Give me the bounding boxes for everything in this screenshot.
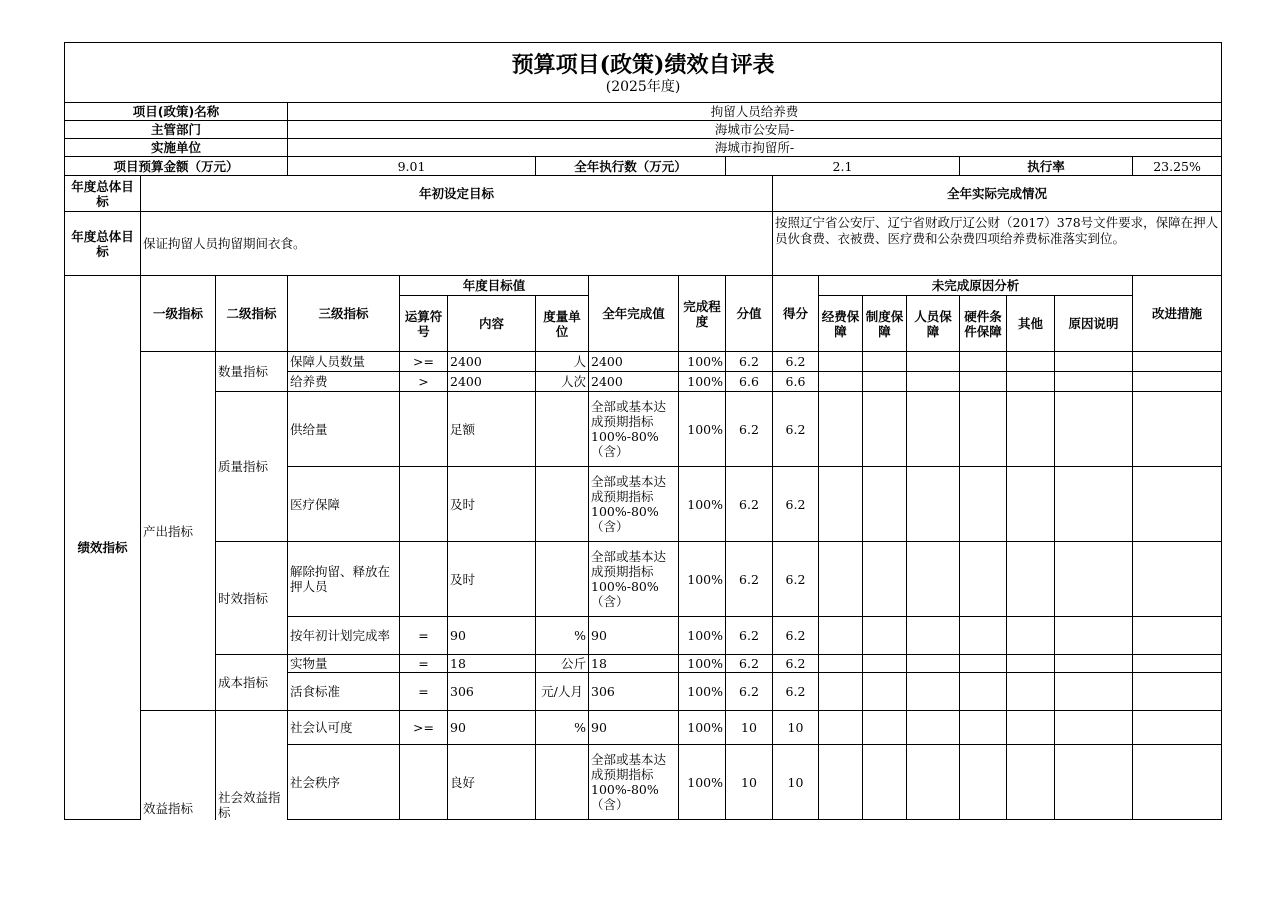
budget-value: 9.01 [288, 157, 536, 176]
row-got: 10 [773, 711, 819, 745]
row-r5 [1007, 673, 1055, 711]
row-r1 [819, 372, 863, 392]
row-content: 及时 [448, 542, 536, 617]
row-op: = [400, 617, 448, 655]
row-r4 [960, 467, 1007, 542]
group-quantity: 数量指标 [216, 352, 288, 392]
row-unit: 人次 [536, 372, 589, 392]
row-score: 10 [726, 745, 773, 820]
title-cell [65, 43, 1222, 103]
row-got: 6.2 [773, 542, 819, 617]
row-name: 解除拘留、释放在押人员 [288, 542, 400, 617]
row-r6 [1055, 673, 1133, 711]
row-actual: 2400 [589, 352, 679, 372]
row-got: 6.2 [773, 655, 819, 673]
page-title: 预算项目(政策)绩效自评表 [511, 51, 775, 78]
row-got: 6.6 [773, 372, 819, 392]
row-unit: % [536, 711, 589, 745]
row-r2 [863, 372, 907, 392]
row-improve [1133, 372, 1222, 392]
col-content: 内容 [448, 296, 536, 352]
row-r4 [960, 372, 1007, 392]
evaluation-table [64, 42, 1222, 820]
row-improve [1133, 617, 1222, 655]
row-degree: 100% [679, 617, 726, 655]
row-improve [1133, 673, 1222, 711]
unit-label: 实施单位 [65, 139, 288, 157]
row-score: 6.6 [726, 372, 773, 392]
row-r1 [819, 467, 863, 542]
row-r5 [1007, 392, 1055, 467]
row-r6 [1055, 392, 1133, 467]
row-got: 6.2 [773, 467, 819, 542]
row-op [400, 467, 448, 542]
row-score: 6.2 [726, 467, 773, 542]
row-improve [1133, 655, 1222, 673]
row-r1 [819, 655, 863, 673]
row-actual: 90 [589, 711, 679, 745]
row-r5 [1007, 467, 1055, 542]
row-r5 [1007, 352, 1055, 372]
row-name: 保障人员数量 [288, 352, 400, 372]
actual-goal: 按照辽宁省公安厅、辽宁省财政厅辽公财（2017）378号文件要求，保障在押人员伙食费、衣被费、医疗费和公杂费四项给养费标准落实到位。 [773, 212, 1222, 276]
row-r5 [1007, 711, 1055, 745]
row-got: 6.2 [773, 673, 819, 711]
row-r6 [1055, 542, 1133, 617]
row-r3 [907, 542, 960, 617]
row-r3 [907, 617, 960, 655]
col-got: 得分 [773, 276, 819, 352]
row-r4 [960, 392, 1007, 467]
row-improve [1133, 352, 1222, 372]
row-r6 [1055, 655, 1133, 673]
row-degree: 100% [679, 467, 726, 542]
row-score: 6.2 [726, 673, 773, 711]
exec-value: 2.1 [726, 157, 960, 176]
row-op [400, 542, 448, 617]
row-r4 [960, 617, 1007, 655]
row-r6 [1055, 467, 1133, 542]
row-content: 306 [448, 673, 536, 711]
rate-value: 23.25% [1133, 157, 1222, 176]
row-r4 [960, 655, 1007, 673]
row-op: = [400, 673, 448, 711]
row-improve [1133, 711, 1222, 745]
row-degree: 100% [679, 673, 726, 711]
row-r6 [1055, 711, 1133, 745]
initial-goal-header: 年初设定目标 [141, 176, 773, 212]
col-op: 运算符号 [400, 296, 448, 352]
row-score: 6.2 [726, 392, 773, 467]
row-unit: 人 [536, 352, 589, 372]
row-actual: 全部或基本达成预期指标100%-80%（含） [589, 467, 679, 542]
row-r3 [907, 655, 960, 673]
row-r2 [863, 745, 907, 820]
row-degree: 100% [679, 655, 726, 673]
row-degree: 100% [679, 542, 726, 617]
col-actual: 全年完成值 [589, 276, 679, 352]
row-degree: 100% [679, 392, 726, 467]
row-name: 实物量 [288, 655, 400, 673]
col-target-group: 年度目标值 [400, 276, 589, 296]
col-score: 分值 [726, 276, 773, 352]
dept-label: 主管部门 [65, 121, 288, 139]
perf-label: 绩效指标 [65, 276, 141, 820]
group-cost: 成本指标 [216, 655, 288, 711]
col-r6: 原因说明 [1055, 296, 1133, 352]
row-content: 90 [448, 617, 536, 655]
col-improve: 改进措施 [1133, 276, 1222, 352]
project-name-label: 项目(政策)名称 [65, 103, 288, 121]
row-improve [1133, 392, 1222, 467]
project-name: 拘留人员给养费 [288, 103, 1222, 121]
row-r5 [1007, 745, 1055, 820]
row-actual: 全部或基本达成预期指标100%-80%（含） [589, 542, 679, 617]
row-r2 [863, 711, 907, 745]
col-l3: 三级指标 [288, 276, 400, 352]
row-improve [1133, 542, 1222, 617]
row-content: 2400 [448, 352, 536, 372]
row-name: 医疗保障 [288, 467, 400, 542]
row-r1 [819, 745, 863, 820]
row-content: 2400 [448, 372, 536, 392]
row-content: 良好 [448, 745, 536, 820]
col-degree: 完成程度 [679, 276, 726, 352]
row-r4 [960, 745, 1007, 820]
row-name: 按年初计划完成率 [288, 617, 400, 655]
row-unit [536, 745, 589, 820]
row-op: = [400, 655, 448, 673]
budget-label: 项目预算金额（万元） [65, 157, 288, 176]
row-unit: % [536, 617, 589, 655]
goals-label: 年度总体目标 [65, 176, 141, 212]
row-r2 [863, 673, 907, 711]
row-r6 [1055, 745, 1133, 820]
row-content: 及时 [448, 467, 536, 542]
col-unit: 度量单位 [536, 296, 589, 352]
row-name: 社会秩序 [288, 745, 400, 820]
row-r1 [819, 392, 863, 467]
row-actual: 全部或基本达成预期指标100%-80%（含） [589, 745, 679, 820]
row-r1 [819, 673, 863, 711]
row-degree: 100% [679, 711, 726, 745]
row-score: 6.2 [726, 655, 773, 673]
group-benefit: 效益指标 [141, 711, 216, 820]
row-name: 社会认可度 [288, 711, 400, 745]
page-year: (2025年度) [605, 78, 681, 95]
row-unit [536, 467, 589, 542]
row-actual: 90 [589, 617, 679, 655]
exec-label: 全年执行数（万元） [536, 157, 726, 176]
row-op: >= [400, 711, 448, 745]
row-op [400, 745, 448, 820]
evaluation-sheet [64, 42, 1221, 820]
col-reason-group: 未完成原因分析 [819, 276, 1133, 296]
row-r1 [819, 711, 863, 745]
group-timeliness: 时效指标 [216, 542, 288, 655]
row-degree: 100% [679, 745, 726, 820]
row-r3 [907, 372, 960, 392]
row-unit [536, 392, 589, 467]
row-r6 [1055, 352, 1133, 372]
row-r1 [819, 352, 863, 372]
rate-label: 执行率 [960, 157, 1133, 176]
row-actual: 306 [589, 673, 679, 711]
row-r2 [863, 352, 907, 372]
row-op [400, 392, 448, 467]
row-content: 90 [448, 711, 536, 745]
group-social: 社会效益指标 [216, 711, 288, 820]
col-r2: 制度保障 [863, 296, 907, 352]
row-actual: 2400 [589, 372, 679, 392]
goals-label-2: 年度总体目标 [65, 212, 141, 276]
row-unit: 公斤 [536, 655, 589, 673]
row-r2 [863, 467, 907, 542]
col-r3: 人员保障 [907, 296, 960, 352]
row-got: 6.2 [773, 617, 819, 655]
row-name: 活食标准 [288, 673, 400, 711]
row-got: 6.2 [773, 352, 819, 372]
row-r4 [960, 673, 1007, 711]
row-r3 [907, 745, 960, 820]
row-got: 10 [773, 745, 819, 820]
row-r2 [863, 542, 907, 617]
unit: 海城市拘留所- [288, 139, 1222, 157]
row-r4 [960, 711, 1007, 745]
row-r5 [1007, 542, 1055, 617]
row-unit [536, 542, 589, 617]
row-actual: 全部或基本达成预期指标100%-80%（含） [589, 392, 679, 467]
row-improve [1133, 745, 1222, 820]
row-score: 6.2 [726, 352, 773, 372]
row-r6 [1055, 372, 1133, 392]
col-r5: 其他 [1007, 296, 1055, 352]
row-score: 6.2 [726, 542, 773, 617]
dept: 海城市公安局- [288, 121, 1222, 139]
row-content: 18 [448, 655, 536, 673]
row-r3 [907, 673, 960, 711]
row-r2 [863, 392, 907, 467]
row-degree: 100% [679, 372, 726, 392]
row-score: 10 [726, 711, 773, 745]
row-r3 [907, 467, 960, 542]
row-r5 [1007, 372, 1055, 392]
row-degree: 100% [679, 352, 726, 372]
col-l2: 二级指标 [216, 276, 288, 352]
row-r2 [863, 617, 907, 655]
row-r5 [1007, 655, 1055, 673]
actual-goal-header: 全年实际完成情况 [773, 176, 1222, 212]
col-r1: 经费保障 [819, 296, 863, 352]
col-r4: 硬件条件保障 [960, 296, 1007, 352]
row-r3 [907, 392, 960, 467]
row-score: 6.2 [726, 617, 773, 655]
initial-goal: 保证拘留人员拘留期间衣食。 [141, 212, 773, 276]
row-r1 [819, 542, 863, 617]
row-name: 给养费 [288, 372, 400, 392]
row-op: > [400, 372, 448, 392]
row-r3 [907, 711, 960, 745]
col-l1: 一级指标 [141, 276, 216, 352]
row-r5 [1007, 617, 1055, 655]
row-content: 足额 [448, 392, 536, 467]
row-improve [1133, 467, 1222, 542]
row-r4 [960, 542, 1007, 617]
row-got: 6.2 [773, 392, 819, 467]
group-quality: 质量指标 [216, 392, 288, 542]
row-name: 供给量 [288, 392, 400, 467]
row-unit: 元/人月 [536, 673, 589, 711]
row-r3 [907, 352, 960, 372]
row-r6 [1055, 617, 1133, 655]
row-r1 [819, 617, 863, 655]
row-op: >= [400, 352, 448, 372]
group-output: 产出指标 [141, 352, 216, 711]
row-actual: 18 [589, 655, 679, 673]
row-r2 [863, 655, 907, 673]
row-r4 [960, 352, 1007, 372]
